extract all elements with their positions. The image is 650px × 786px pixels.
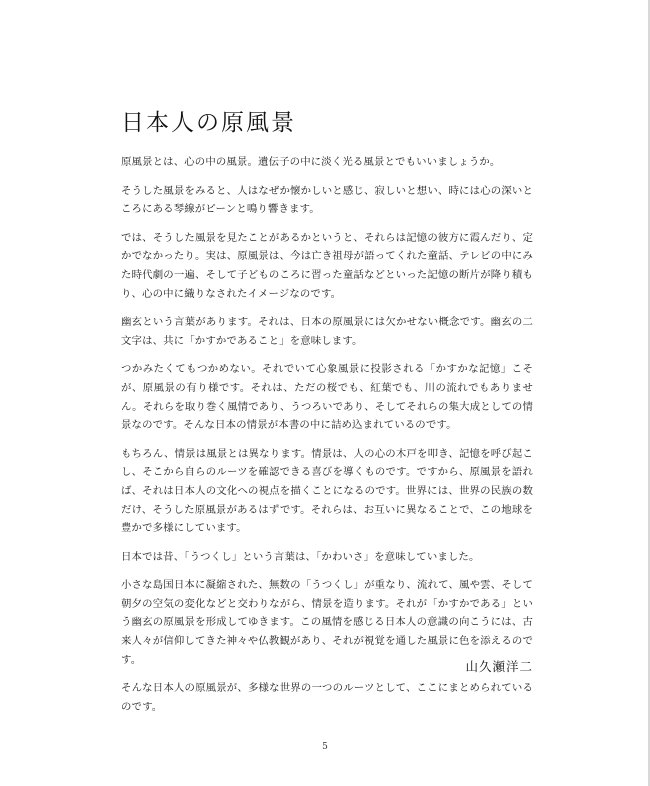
paragraph-2: そうした風景をみると、人はなぜか懐かしいと感じ、寂しいと想い、時には心の深いところにある琴線がピーンと鳴り響きます。 [121, 184, 533, 216]
author-signature: 山久瀬洋二 [465, 659, 533, 674]
paragraph-1: 原風景とは、心の中の風景。遺伝子の中に淡く光る風景とでもいいましょうか。 [121, 156, 501, 168]
page-number: 5 [322, 742, 328, 752]
paragraph-6: もちろん、情景は風景とは異なります。情景は、人の心の木戸を叩き、記憶を呼び起こし、そこから自らのルーツを確認できる喜びを導くものです。ですから、原風景を語れば、それは日本人の文化への視点を描くことになるのです。世界には、世界の民族の数だけ、そうした原風景があるはずです。それらは、お互いに異なることで、この地球を豊かで多様にしています。 [121, 447, 533, 535]
paragraph-3: では、そうした風景を見たことがあるかというと、それらは記憶の彼方に霞んだり、定かでなかったり。実は、原風景は、今は亡き祖母が語ってくれた童話、テレビの中にみた時代劇の一遍、そして子どものころに習った童話などといった記憶の断片が降り積もり、心の中に織りなされたイメージなのです。 [121, 231, 533, 300]
essay-body [121, 153, 533, 726]
paragraph-4: 幽玄という言葉があります。それは、日本の原風景には欠かせない概念です。幽玄の二文字は、共に「かすかであること」を意味します。 [121, 316, 533, 347]
page-title: 日本人の原風景 [121, 110, 296, 136]
paragraph-7: 日本では昔、「うつくし」という言葉は、「かわいさ」を意味していました。 [121, 550, 480, 563]
paragraph-5: つかみたくてもつかめない。それでいて心象風景に投影される「かすかな記憶」こそが、原風景の有り様です。それは、ただの桜でも、紅葉でも、川の流れでもありません。それらを取り巻く風情であり、うつろいであり、そしてそれらの集大成としての情景なのです。そんな日本の情景が本書の中に詰め込まれているのです。 [121, 363, 533, 432]
paragraph-8: 小さな島国日本に凝縮された、無数の「うつくし」が重なり、流れて、風や雲、そして朝夕の空気の変化などと交わりながら、情景を造ります。それが「かすかである」という幽玄の原風景を形成してゆきます。この風情を感じる日本人の意識の向こうには、古来人々が信仰してきた神々や仏教観があり、それが視覚を通した風景に色を添えるのです。 [121, 579, 533, 666]
paragraph-9: そんな日本人の原風景が、多様な世界の一つのルーツとして、ここにまとめられているのです。 [121, 682, 533, 713]
